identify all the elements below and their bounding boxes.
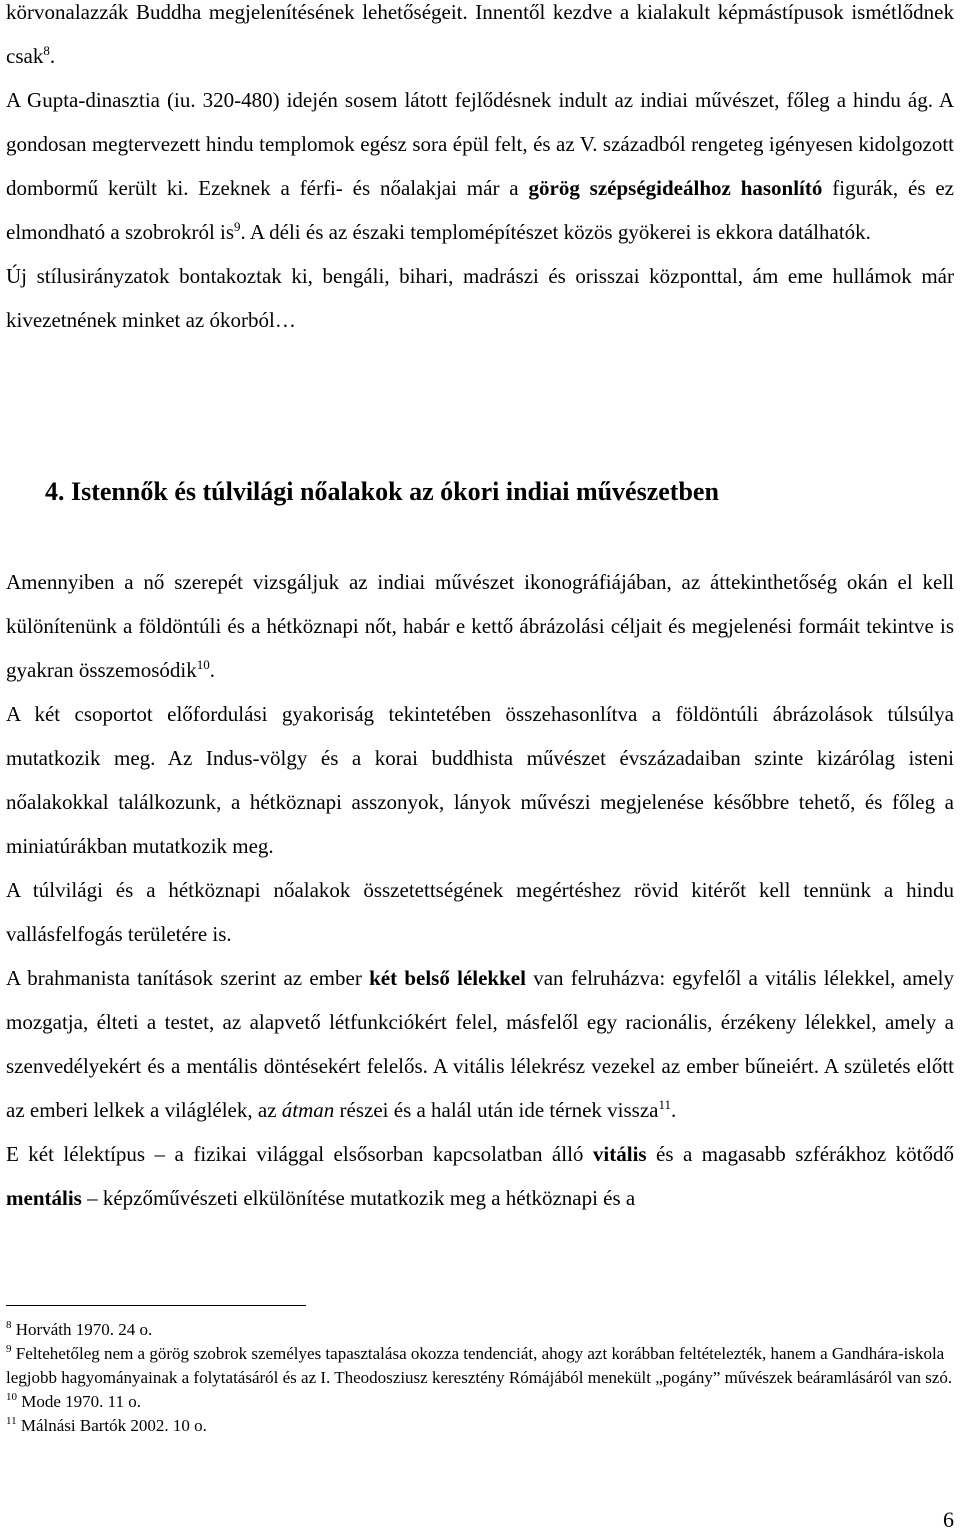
section-heading: 4. Istennők és túlvilági nőalakok az ókori indiai művészetben <box>45 477 719 506</box>
footnote-ref-11[interactable]: 11 <box>658 1097 671 1112</box>
footnote-ref-10[interactable]: 10 <box>196 657 210 672</box>
italic-term: átman <box>281 1098 335 1122</box>
footnote-9: $^9$ Feltehetőleg nem a görög szobrok személyes tapasztalása okozza tendenciát, ahogy azt korábban feltételezték, hanem a Gandhára-iskola legjobb hagyományainak a folytatásáról és az I. Theodosziusz keresztény Rómájából menekült „pogány” művészek beáramlásáról van szó. <box>6 1343 953 1387</box>
paragraph-3: Új stílusirányzatok bontakoztak ki, bengáli, bihari, madrászi és orisszai központtal, ám eme hullámok már kivezetnének minket az ókorból… <box>6 264 954 332</box>
footnote-ref-8[interactable]: 8 <box>43 43 50 58</box>
paragraph-2: A Gupta-dinasztia (iu. 320-480) idején sosem látott fejlődésnek indult az indiai művészet, főleg a hindu ág. A gondosan megtervezett hindu templomok egész sora épül felt, és az V. századból rengeteg igényesen kidolgozott dombormű került ki. Ezeknek a férfi- és nőalakjai már a görög szépségideálhoz hasonlító figurák, és ez elmondható a szobrokról $is^9$. A déli és az északi templomépítészet közös gyökerei is ekkora datálhatók. <box>6 88 954 244</box>
document-page <box>6 0 955 1435</box>
footnote-ref-9[interactable]: 9 <box>234 219 241 234</box>
bold-term: vitális <box>592 1142 647 1166</box>
paragraph-8: E két lélektípus – a fizikai világgal elsősorban kapcsolatban álló vitális és a magasabb szférákhoz kötődő mentális – képzőművészeti elkülönítése mutatkozik meg a hétköznapi és a <box>6 1142 955 1210</box>
bold-term: mentális <box>6 1186 82 1210</box>
paragraph-6: A túlvilági és a hétköznapi nőalakok összetettségének megértéshez rövid kitérőt kell tennünk a hindu vallásfelfogás területére is. <box>6 878 954 946</box>
bold-phrase: két belső lélekkel <box>369 966 526 990</box>
paragraph-1: körvonalazzák Buddha megjelenítésének lehetőségeit. Innentől kezdve a kialakult képmástípusok ismétlődnek csak$^8$. <box>6 0 954 68</box>
paragraph-4: Amennyiben a nő szerepét vizsgáljuk az indiai művészet ikonográfiájában, az áttekinthetőség okán el kell különítenünk a földöntúli és a hétköznapi nőt, habár e kettő ábrázolási céljait és megjelenési formáit tekintve is gyakran összemosódik$^{10}$. <box>6 570 954 682</box>
paragraph-5: A két csoportot előfordulási gyakoriság tekintetében összehasonlítva a földöntúli ábrázolások túlsúlya mutatkozik meg. Az Indus-völgy és a korai buddhista művészet évszázadaiban szinte kizárólag isteni nőalakokkal találkozunk, a hétköznapi asszonyok, lányok művészi megjelenése későbbre tehető, és főleg a miniatúrákban mutatkozik meg. <box>6 702 954 858</box>
footnote-separator <box>6 1305 306 1306</box>
footnotes <box>6 1318 954 1438</box>
section-body <box>6 560 954 1220</box>
page-number: 6 <box>943 1507 954 1532</box>
footnote-8: $^8$ Horváth 1970. 24 o. <box>6 1319 153 1339</box>
footnote-11: $^{11}$ Málnási Bartók 2002. 10 o. <box>6 1415 207 1435</box>
bold-phrase: görög szépségideálhoz hasonlító <box>528 176 823 200</box>
footnote-10: $^{10}$ Mode 1970. 11 o. <box>6 1391 142 1411</box>
paragraph-7: A brahmanista tanítások szerint az ember két belső lélekkel van felruházva: egyfelől a vitális lélekkel, amely mozgatja, élteti a testet, az alapvető létfunkciókért felel, másfelől egy racionális, érzékeny lélekkel, amely a szenvedélyekért és a mentális döntésekért felelős. A vitális lélekrész vezekel az ember bűneiért. A születés előtt az emberi lelkek a világlélek, az átman részei és a halál után ide térnek vissza$^{11}$. <box>6 966 954 1122</box>
